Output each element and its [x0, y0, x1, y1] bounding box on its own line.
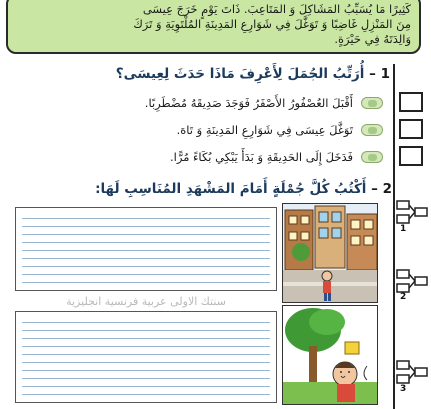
city-scene-illustration	[283, 204, 378, 303]
scene-number-2: 2	[400, 292, 407, 302]
story-line-2: مِنَ المَنْزِلِ غَاضِبًا وَ تَوَغَّلَ فِي شَوَارِعِ المَدِينَةِ المُلْتَوِيَةِ وَ تَرَكَ	[133, 17, 411, 31]
scene-number-3: 3	[400, 384, 407, 394]
sentence-row-1	[40, 92, 383, 114]
story-line-3: وَالِدَتَهُ فِي حَيْرَةٍ.	[334, 32, 411, 46]
bullet-icon	[361, 97, 383, 109]
bullet-icon	[361, 151, 383, 163]
story-box	[6, 0, 421, 54]
story-line-1: كَثِيرًا مَا يُسَبِّبُ المَشَاكِلَ وَ المَتَاعِبَ. ذَاتَ يَوْمٍ خَرَجَ عِيسَى	[142, 2, 411, 16]
writing-box-1[interactable]	[15, 207, 277, 291]
order-box-2[interactable]	[399, 119, 423, 139]
question-2-text: أَكْتُبُ كُلَّ جُمْلَةٍ أَمَامَ المَشْهَدِ المُنَاسِبِ لَهَا:	[95, 181, 367, 197]
scene-image-garden	[282, 305, 378, 405]
sentence-1: أَقْبَلَ العُصْفُورُ الأَصْفَرُ فَوَجَدَ صَدِيقَهُ مُضْطَرِبًا.	[144, 96, 353, 110]
question-2-title	[20, 181, 392, 197]
right-rail	[393, 64, 429, 409]
sentence-3: فَدَخَلَ إِلَى الحَدِيقَةِ وَ بَدَأَ يَبْكِي بُكَاءً مُرًّا.	[170, 150, 353, 164]
watermark-text: سنتك الاولى عربية فرنسية انجليزية	[66, 295, 226, 308]
sentence-diagram-icon-3	[396, 360, 428, 386]
sentence-row-3	[40, 146, 383, 168]
question-2-number: 2 –	[371, 181, 392, 197]
scene-image-city	[282, 203, 378, 303]
bullet-icon	[361, 124, 383, 136]
sentence-row-2	[40, 119, 383, 141]
order-box-1[interactable]	[399, 92, 423, 112]
sentence-diagram-icon-1	[396, 200, 428, 226]
scene-number-1: 1	[400, 224, 407, 234]
question-1-title	[60, 66, 390, 82]
order-box-3[interactable]	[399, 146, 423, 166]
garden-scene-illustration	[283, 306, 378, 405]
sentence-2: تَوَغَّلَ عِيسَى فِي شَوَارِعِ المَدِينَةِ وَ تَاهَ.	[176, 123, 353, 137]
question-1-text: أُرَتِّبُ الجُمَلَ لِأَعْرِفَ مَاذَا حَدَثَ لِعِيسَى؟	[115, 66, 365, 82]
writing-box-2[interactable]	[15, 311, 277, 403]
question-1-number: 1 –	[369, 66, 390, 82]
